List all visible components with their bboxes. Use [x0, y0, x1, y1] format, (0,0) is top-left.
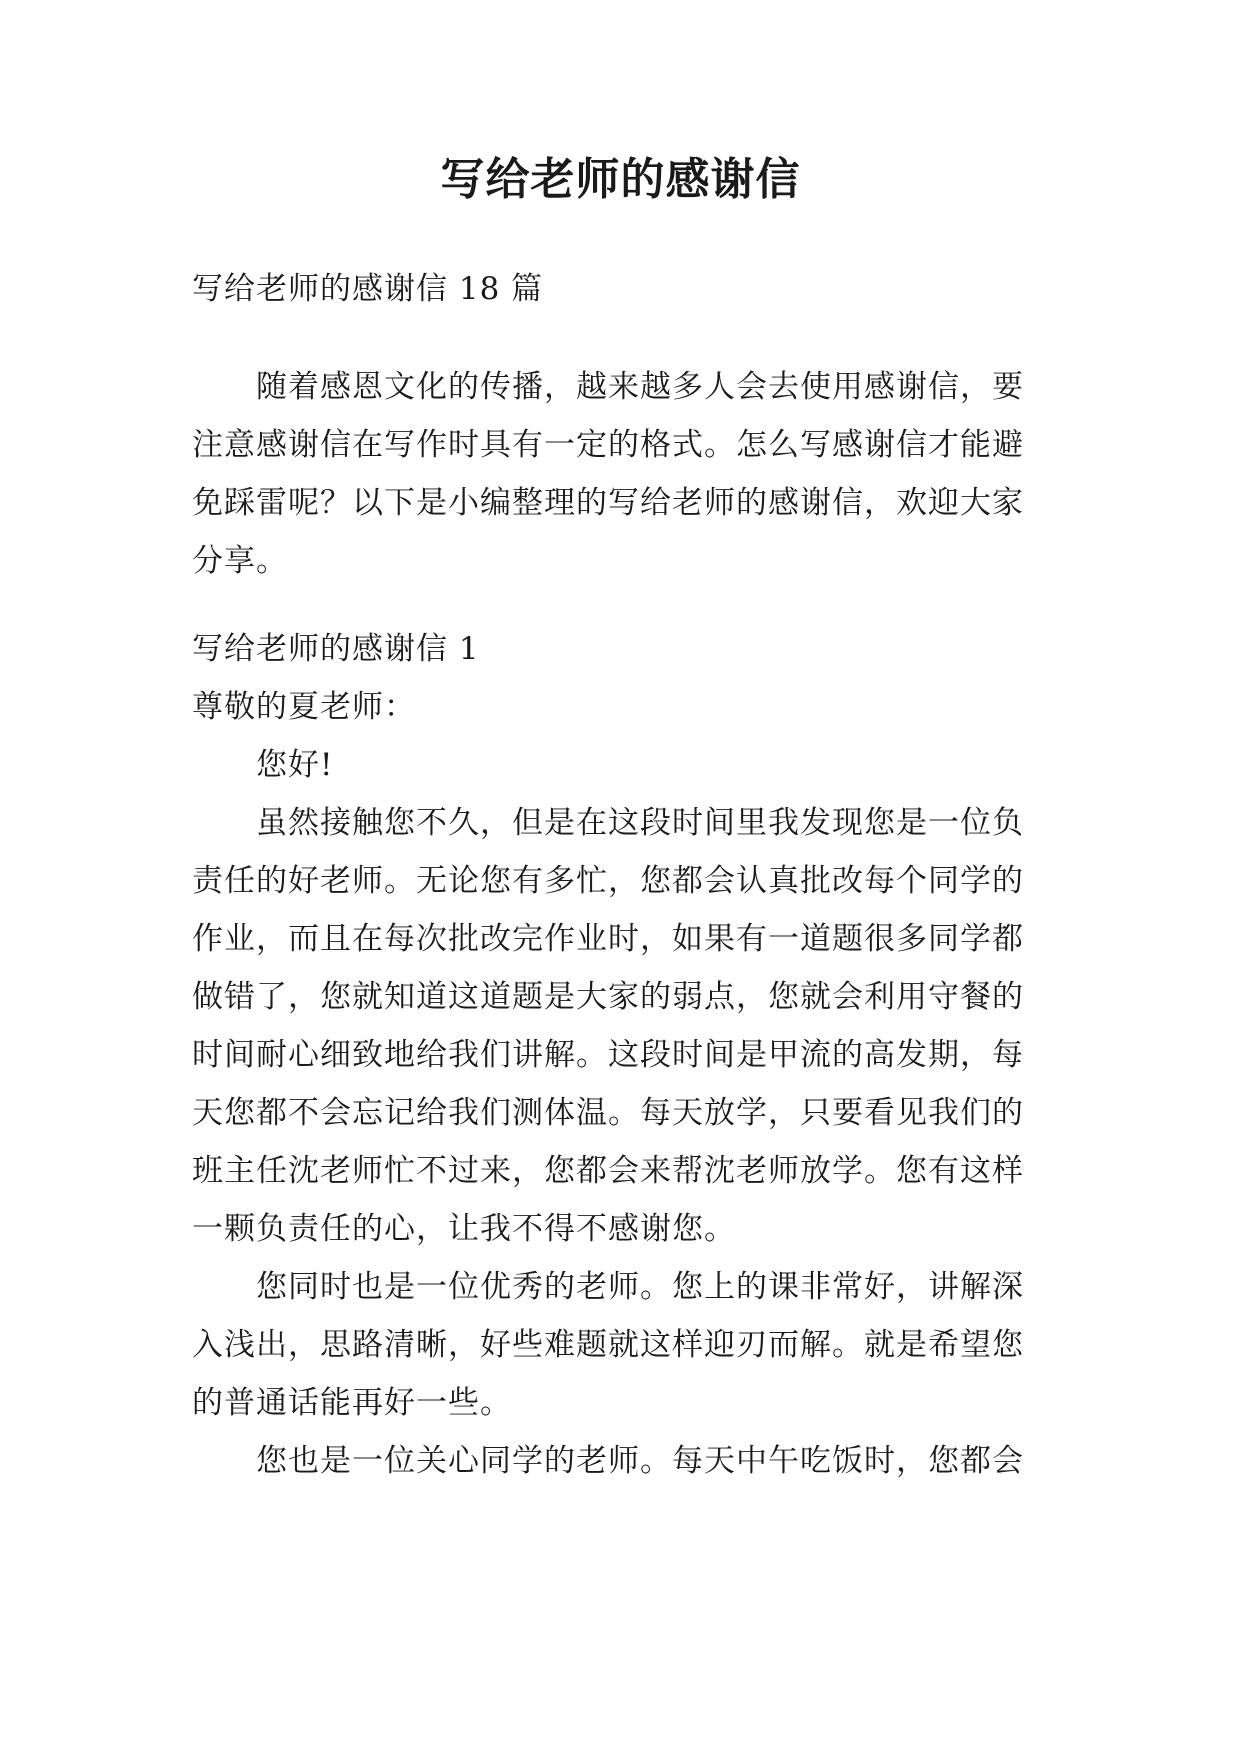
para1-line: 作业，而且在每次批改完作业时，如果有一道题很多同学都 — [192, 921, 1024, 957]
document-subtitle: 写给老师的感谢信 18 篇 — [192, 271, 544, 307]
para1-line: 虽然接触您不久，但是在这段时间里我发现您是一位负 — [256, 805, 1024, 841]
para1-line: 天您都不会忘记给我们测体温。每天放学，只要看见我们的 — [192, 1095, 1024, 1131]
document-subtitle-block — [192, 260, 1058, 318]
para2-line: 的普通话能再好一些。 — [192, 1385, 512, 1421]
para2-line: 您同时也是一位优秀的老师。您上的课非常好，讲解深 — [256, 1269, 1024, 1305]
para1-line: 做错了，您就知道这道题是大家的弱点，您就会利用守餐的 — [192, 979, 1024, 1015]
letter-greeting: 您好! — [256, 747, 334, 783]
para1-line: 责任的好老师。无论您有多忙，您都会认真批改每个同学的 — [192, 863, 1024, 899]
para1-line: 班主任沈老师忙不过来，您都会来帮沈老师放学。您有这样 — [192, 1153, 1024, 1189]
para3-line: 您也是一位关心同学的老师。每天中午吃饭时，您都会 — [256, 1443, 1024, 1479]
para1-line: 时间耐心细致地给我们讲解。这段时间是甲流的高发期，每 — [192, 1037, 1024, 1073]
para1-line: 一颗负责任的心，让我不得不感谢您。 — [192, 1211, 736, 1247]
para2-line: 入浅出，思路清晰，好些难题就这样迎刃而解。就是希望您 — [192, 1327, 1024, 1363]
document-title: 写给老师的感谢信 — [440, 154, 801, 205]
letter-heading: 写给老师的感谢信 1 — [192, 631, 480, 667]
letter-1 — [192, 620, 1058, 1490]
letter-salutation: 尊敬的夏老师： — [192, 689, 416, 725]
intro-line: 注意感谢信在写作时具有一定的格式。怎么写感谢信才能避 — [192, 427, 1024, 463]
intro-paragraph — [192, 358, 1058, 590]
intro-line: 免踩雷呢？以下是小编整理的写给老师的感谢信，欢迎大家 — [192, 485, 1024, 521]
intro-line: 分享。 — [192, 543, 288, 579]
intro-line: 随着感恩文化的传播，越来越多人会去使用感谢信，要 — [256, 369, 1024, 405]
